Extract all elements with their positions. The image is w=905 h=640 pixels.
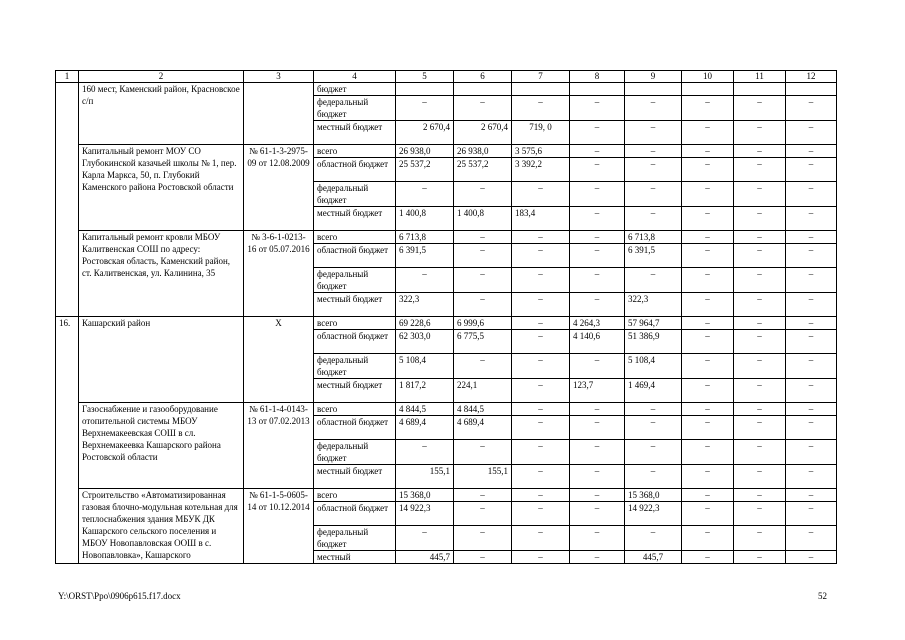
value-cell: 6 999,6 bbox=[454, 317, 512, 330]
value-cell: – bbox=[512, 96, 570, 121]
value-cell: 14 922,3 bbox=[396, 502, 454, 526]
value-cell: – bbox=[734, 145, 786, 158]
value-cell: 445,7 bbox=[625, 551, 682, 564]
value-cell: – bbox=[512, 244, 570, 268]
value-cell: – bbox=[454, 96, 512, 121]
value-cell: – bbox=[396, 96, 454, 121]
value-cell: – bbox=[570, 158, 625, 182]
value-cell: – bbox=[625, 416, 682, 440]
value-cell: – bbox=[734, 502, 786, 526]
value-cell: 3 575,6 bbox=[512, 145, 570, 158]
value-cell: – bbox=[454, 551, 512, 564]
value-cell: – bbox=[512, 182, 570, 207]
value-cell: – bbox=[682, 268, 734, 293]
value-cell: – bbox=[454, 268, 512, 293]
value-cell: 5 108,4 bbox=[396, 354, 454, 379]
value-cell: – bbox=[682, 379, 734, 403]
value-cell: – bbox=[734, 330, 786, 354]
value-cell: – bbox=[734, 182, 786, 207]
budget-source: всего bbox=[314, 231, 396, 244]
value-cell: – bbox=[570, 551, 625, 564]
table-row bbox=[56, 489, 837, 502]
value-cell bbox=[454, 83, 512, 96]
value-cell: – bbox=[734, 379, 786, 403]
column-number: 1 bbox=[56, 71, 79, 83]
value-cell: – bbox=[734, 268, 786, 293]
value-cell: – bbox=[570, 268, 625, 293]
value-cell: – bbox=[625, 268, 682, 293]
value-cell: – bbox=[786, 403, 837, 416]
value-cell: 445,7 bbox=[396, 551, 454, 564]
value-cell: – bbox=[682, 502, 734, 526]
value-cell: – bbox=[786, 293, 837, 317]
value-cell: – bbox=[734, 293, 786, 317]
page-number: 52 bbox=[818, 591, 827, 601]
value-cell: – bbox=[682, 293, 734, 317]
value-cell: 14 922,3 bbox=[625, 502, 682, 526]
value-cell: – bbox=[512, 330, 570, 354]
value-cell: – bbox=[512, 502, 570, 526]
object-name: Строительство «Автоматизированная газовая блочно-модульная котельная для теплоснабжения здания МБУК ДК Кашарского сельского поселения и МБОУ Новопавловская ООШ в с. Новопавловка», Кашарского bbox=[79, 489, 244, 564]
value-cell: – bbox=[786, 526, 837, 551]
budget-table bbox=[55, 70, 837, 564]
value-cell: – bbox=[734, 121, 786, 145]
value-cell: – bbox=[625, 403, 682, 416]
value-cell: – bbox=[734, 440, 786, 465]
value-cell: 2 670,4 bbox=[454, 121, 512, 145]
value-cell: 1 817,2 bbox=[396, 379, 454, 403]
value-cell: – bbox=[786, 268, 837, 293]
value-cell: – bbox=[625, 121, 682, 145]
value-cell: – bbox=[454, 293, 512, 317]
row-number bbox=[56, 83, 79, 317]
value-cell: 2 670,4 bbox=[396, 121, 454, 145]
value-cell: – bbox=[454, 526, 512, 551]
budget-source: местный бюджет bbox=[314, 293, 396, 317]
value-cell: – bbox=[786, 465, 837, 489]
budget-source: федеральный бюджет bbox=[314, 440, 396, 465]
value-cell: – bbox=[682, 354, 734, 379]
object-name: Кашарский район bbox=[79, 317, 244, 403]
value-cell: 69 228,6 bbox=[396, 317, 454, 330]
value-cell: 6 391,5 bbox=[625, 244, 682, 268]
value-cell: – bbox=[396, 182, 454, 207]
value-cell: – bbox=[786, 231, 837, 244]
value-cell: – bbox=[734, 465, 786, 489]
value-cell: 6 391,5 bbox=[396, 244, 454, 268]
value-cell bbox=[625, 83, 682, 96]
value-cell: – bbox=[570, 244, 625, 268]
value-cell: 183,4 bbox=[512, 207, 570, 231]
budget-source: всего bbox=[314, 489, 396, 502]
value-cell: – bbox=[682, 526, 734, 551]
budget-source: федеральный бюджет bbox=[314, 268, 396, 293]
budget-source: бюджет bbox=[314, 83, 396, 96]
value-cell: – bbox=[570, 526, 625, 551]
object-name: Капитальный ремонт МОУ СО Глубокинской казачьей школы № 1, пер. Карла Маркса, 50, п. Глубокий Каменского района Ростовской области bbox=[79, 145, 244, 231]
value-cell: 6 775,5 bbox=[454, 330, 512, 354]
value-cell: – bbox=[786, 416, 837, 440]
column-number: 11 bbox=[734, 71, 786, 83]
value-cell: – bbox=[570, 121, 625, 145]
value-cell: – bbox=[570, 440, 625, 465]
table-row bbox=[56, 83, 837, 96]
value-cell: – bbox=[396, 268, 454, 293]
value-cell: – bbox=[786, 489, 837, 502]
column-number: 10 bbox=[682, 71, 734, 83]
value-cell: – bbox=[786, 330, 837, 354]
value-cell: – bbox=[682, 416, 734, 440]
value-cell: – bbox=[512, 354, 570, 379]
budget-source: всего bbox=[314, 403, 396, 416]
value-cell: – bbox=[734, 526, 786, 551]
table-row bbox=[56, 403, 837, 416]
value-cell: – bbox=[786, 207, 837, 231]
column-number: 4 bbox=[314, 71, 396, 83]
value-cell bbox=[396, 83, 454, 96]
value-cell: – bbox=[734, 317, 786, 330]
value-cell: – bbox=[734, 231, 786, 244]
budget-source: областной бюджет bbox=[314, 416, 396, 440]
value-cell: – bbox=[734, 207, 786, 231]
value-cell: – bbox=[625, 96, 682, 121]
value-cell: – bbox=[512, 379, 570, 403]
column-number: 5 bbox=[396, 71, 454, 83]
value-cell: – bbox=[786, 244, 837, 268]
value-cell: – bbox=[682, 317, 734, 330]
value-cell: – bbox=[625, 158, 682, 182]
value-cell: 6 713,8 bbox=[625, 231, 682, 244]
value-cell: – bbox=[570, 465, 625, 489]
budget-source: федеральный бюджет bbox=[314, 182, 396, 207]
value-cell bbox=[570, 83, 625, 96]
value-cell: – bbox=[682, 403, 734, 416]
value-cell: – bbox=[570, 502, 625, 526]
value-cell: 4 264,3 bbox=[570, 317, 625, 330]
value-cell: 4 844,5 bbox=[454, 403, 512, 416]
object-name: Газоснабжение и газооборудование отопительной системы МБОУ Верхнемакеевская СОШ в сл. Верхнемакеевка Кашарского района Ростовской области bbox=[79, 403, 244, 489]
value-cell: – bbox=[682, 551, 734, 564]
value-cell: – bbox=[786, 502, 837, 526]
budget-source: областной бюджет bbox=[314, 244, 396, 268]
value-cell: – bbox=[786, 379, 837, 403]
permit-number: Х bbox=[244, 317, 314, 403]
value-cell: – bbox=[454, 354, 512, 379]
footer-file-path: Y:\ORST\Ppo\0906p615.f17.docx bbox=[58, 591, 181, 601]
row-number: 16. bbox=[56, 317, 79, 564]
value-cell: – bbox=[734, 354, 786, 379]
value-cell: – bbox=[512, 416, 570, 440]
value-cell: – bbox=[682, 182, 734, 207]
value-cell: – bbox=[512, 293, 570, 317]
value-cell: – bbox=[786, 121, 837, 145]
value-cell: – bbox=[734, 96, 786, 121]
value-cell: – bbox=[734, 489, 786, 502]
value-cell: 4 689,4 bbox=[396, 416, 454, 440]
value-cell bbox=[786, 83, 837, 96]
value-cell: 4 140,6 bbox=[570, 330, 625, 354]
value-cell: – bbox=[396, 526, 454, 551]
value-cell: 3 392,2 bbox=[512, 158, 570, 182]
value-cell: – bbox=[454, 440, 512, 465]
value-cell: 5 108,4 bbox=[625, 354, 682, 379]
budget-source: всего bbox=[314, 145, 396, 158]
value-cell: 1 400,8 bbox=[454, 207, 512, 231]
value-cell: – bbox=[786, 440, 837, 465]
value-cell: – bbox=[570, 489, 625, 502]
value-cell bbox=[682, 83, 734, 96]
column-number: 6 bbox=[454, 71, 512, 83]
value-cell: – bbox=[396, 440, 454, 465]
budget-source: местный бюджет bbox=[314, 465, 396, 489]
column-number: 9 bbox=[625, 71, 682, 83]
value-cell: – bbox=[734, 416, 786, 440]
value-cell: – bbox=[454, 489, 512, 502]
value-cell: – bbox=[682, 330, 734, 354]
value-cell: 51 386,9 bbox=[625, 330, 682, 354]
permit-number: № 61-1-3-2975-09 от 12.08.2009 bbox=[244, 145, 314, 231]
value-cell: 15 368,0 bbox=[625, 489, 682, 502]
value-cell: – bbox=[734, 158, 786, 182]
value-cell: – bbox=[625, 465, 682, 489]
value-cell: – bbox=[682, 96, 734, 121]
value-cell: 322,3 bbox=[396, 293, 454, 317]
value-cell: – bbox=[786, 182, 837, 207]
permit-number bbox=[244, 83, 314, 145]
value-cell: – bbox=[682, 121, 734, 145]
value-cell: – bbox=[454, 231, 512, 244]
budget-source: местный бюджет bbox=[314, 207, 396, 231]
value-cell: – bbox=[512, 551, 570, 564]
table-row bbox=[56, 231, 837, 244]
column-number: 2 bbox=[79, 71, 244, 83]
column-number: 3 bbox=[244, 71, 314, 83]
value-cell: – bbox=[570, 231, 625, 244]
value-cell: 26 938,0 bbox=[454, 145, 512, 158]
value-cell: 25 537,2 bbox=[396, 158, 454, 182]
budget-source: местный бюджет bbox=[314, 121, 396, 145]
value-cell: 15 368,0 bbox=[396, 489, 454, 502]
value-cell: 62 303,0 bbox=[396, 330, 454, 354]
object-name: Капитальный ремонт кровли МБОУ Калитвенская СОШ по адресу: Ростовская область, Каменский район, ст. Калитвенская, ул. Калинина, 35 bbox=[79, 231, 244, 317]
value-cell: – bbox=[786, 158, 837, 182]
value-cell: – bbox=[454, 182, 512, 207]
value-cell: – bbox=[786, 96, 837, 121]
value-cell: – bbox=[570, 416, 625, 440]
value-cell: – bbox=[734, 403, 786, 416]
value-cell: – bbox=[512, 440, 570, 465]
value-cell: 123,7 bbox=[570, 379, 625, 403]
value-cell: – bbox=[682, 158, 734, 182]
value-cell: – bbox=[570, 96, 625, 121]
value-cell: – bbox=[625, 182, 682, 207]
value-cell: – bbox=[625, 440, 682, 465]
value-cell: 155,1 bbox=[454, 465, 512, 489]
budget-source: местный бюджет bbox=[314, 379, 396, 403]
value-cell: – bbox=[570, 293, 625, 317]
column-number: 7 bbox=[512, 71, 570, 83]
column-number: 12 bbox=[786, 71, 837, 83]
value-cell: – bbox=[786, 145, 837, 158]
value-cell: 719, 0 bbox=[512, 121, 570, 145]
value-cell: 322,3 bbox=[625, 293, 682, 317]
value-cell: – bbox=[512, 489, 570, 502]
value-cell: – bbox=[682, 207, 734, 231]
budget-source: областной бюджет bbox=[314, 158, 396, 182]
value-cell: 4 844,5 bbox=[396, 403, 454, 416]
value-cell: 224,1 bbox=[454, 379, 512, 403]
value-cell: – bbox=[570, 403, 625, 416]
column-number: 8 bbox=[570, 71, 625, 83]
budget-source: местный bbox=[314, 551, 396, 564]
object-name: 160 мест, Каменский район, Красновское с/п bbox=[79, 83, 244, 145]
value-cell: – bbox=[512, 317, 570, 330]
value-cell: – bbox=[682, 231, 734, 244]
value-cell: – bbox=[734, 244, 786, 268]
budget-source: всего bbox=[314, 317, 396, 330]
permit-number: № 3-6-1-0213-16 от 05.07.2016 bbox=[244, 231, 314, 317]
value-cell: – bbox=[786, 354, 837, 379]
value-cell: – bbox=[512, 268, 570, 293]
table-row bbox=[56, 317, 837, 330]
value-cell: – bbox=[570, 354, 625, 379]
value-cell: 1 469,4 bbox=[625, 379, 682, 403]
table-row bbox=[56, 145, 837, 158]
value-cell: – bbox=[682, 145, 734, 158]
value-cell: – bbox=[512, 465, 570, 489]
value-cell: – bbox=[512, 231, 570, 244]
budget-source: областной бюджет bbox=[314, 330, 396, 354]
permit-number: № 61-1-4-0143-13 от 07.02.2013 bbox=[244, 403, 314, 489]
value-cell: – bbox=[454, 502, 512, 526]
value-cell: – bbox=[682, 489, 734, 502]
budget-source: федеральный бюджет bbox=[314, 526, 396, 551]
value-cell: – bbox=[786, 551, 837, 564]
value-cell: 26 938,0 bbox=[396, 145, 454, 158]
value-cell: 6 713,8 bbox=[396, 231, 454, 244]
value-cell: – bbox=[682, 440, 734, 465]
value-cell: – bbox=[786, 317, 837, 330]
budget-source: областной бюджет bbox=[314, 502, 396, 526]
value-cell: – bbox=[512, 403, 570, 416]
value-cell bbox=[512, 83, 570, 96]
value-cell: 1 400,8 bbox=[396, 207, 454, 231]
value-cell: – bbox=[682, 465, 734, 489]
value-cell: – bbox=[570, 207, 625, 231]
budget-source: федеральный бюджет bbox=[314, 354, 396, 379]
value-cell: 155,1 bbox=[396, 465, 454, 489]
value-cell: – bbox=[570, 145, 625, 158]
value-cell: – bbox=[454, 244, 512, 268]
value-cell: 57 964,7 bbox=[625, 317, 682, 330]
value-cell: 25 537,2 bbox=[454, 158, 512, 182]
value-cell bbox=[734, 83, 786, 96]
value-cell: – bbox=[734, 551, 786, 564]
permit-number: № 61-1-5-0605-14 от 10.12.2014 bbox=[244, 489, 314, 564]
value-cell: – bbox=[512, 526, 570, 551]
value-cell: – bbox=[625, 145, 682, 158]
value-cell: 4 689,4 bbox=[454, 416, 512, 440]
budget-source: федеральный бюджет bbox=[314, 96, 396, 121]
column-number-row bbox=[56, 71, 837, 83]
value-cell: – bbox=[625, 207, 682, 231]
value-cell: – bbox=[570, 182, 625, 207]
value-cell: – bbox=[682, 244, 734, 268]
value-cell: – bbox=[625, 526, 682, 551]
